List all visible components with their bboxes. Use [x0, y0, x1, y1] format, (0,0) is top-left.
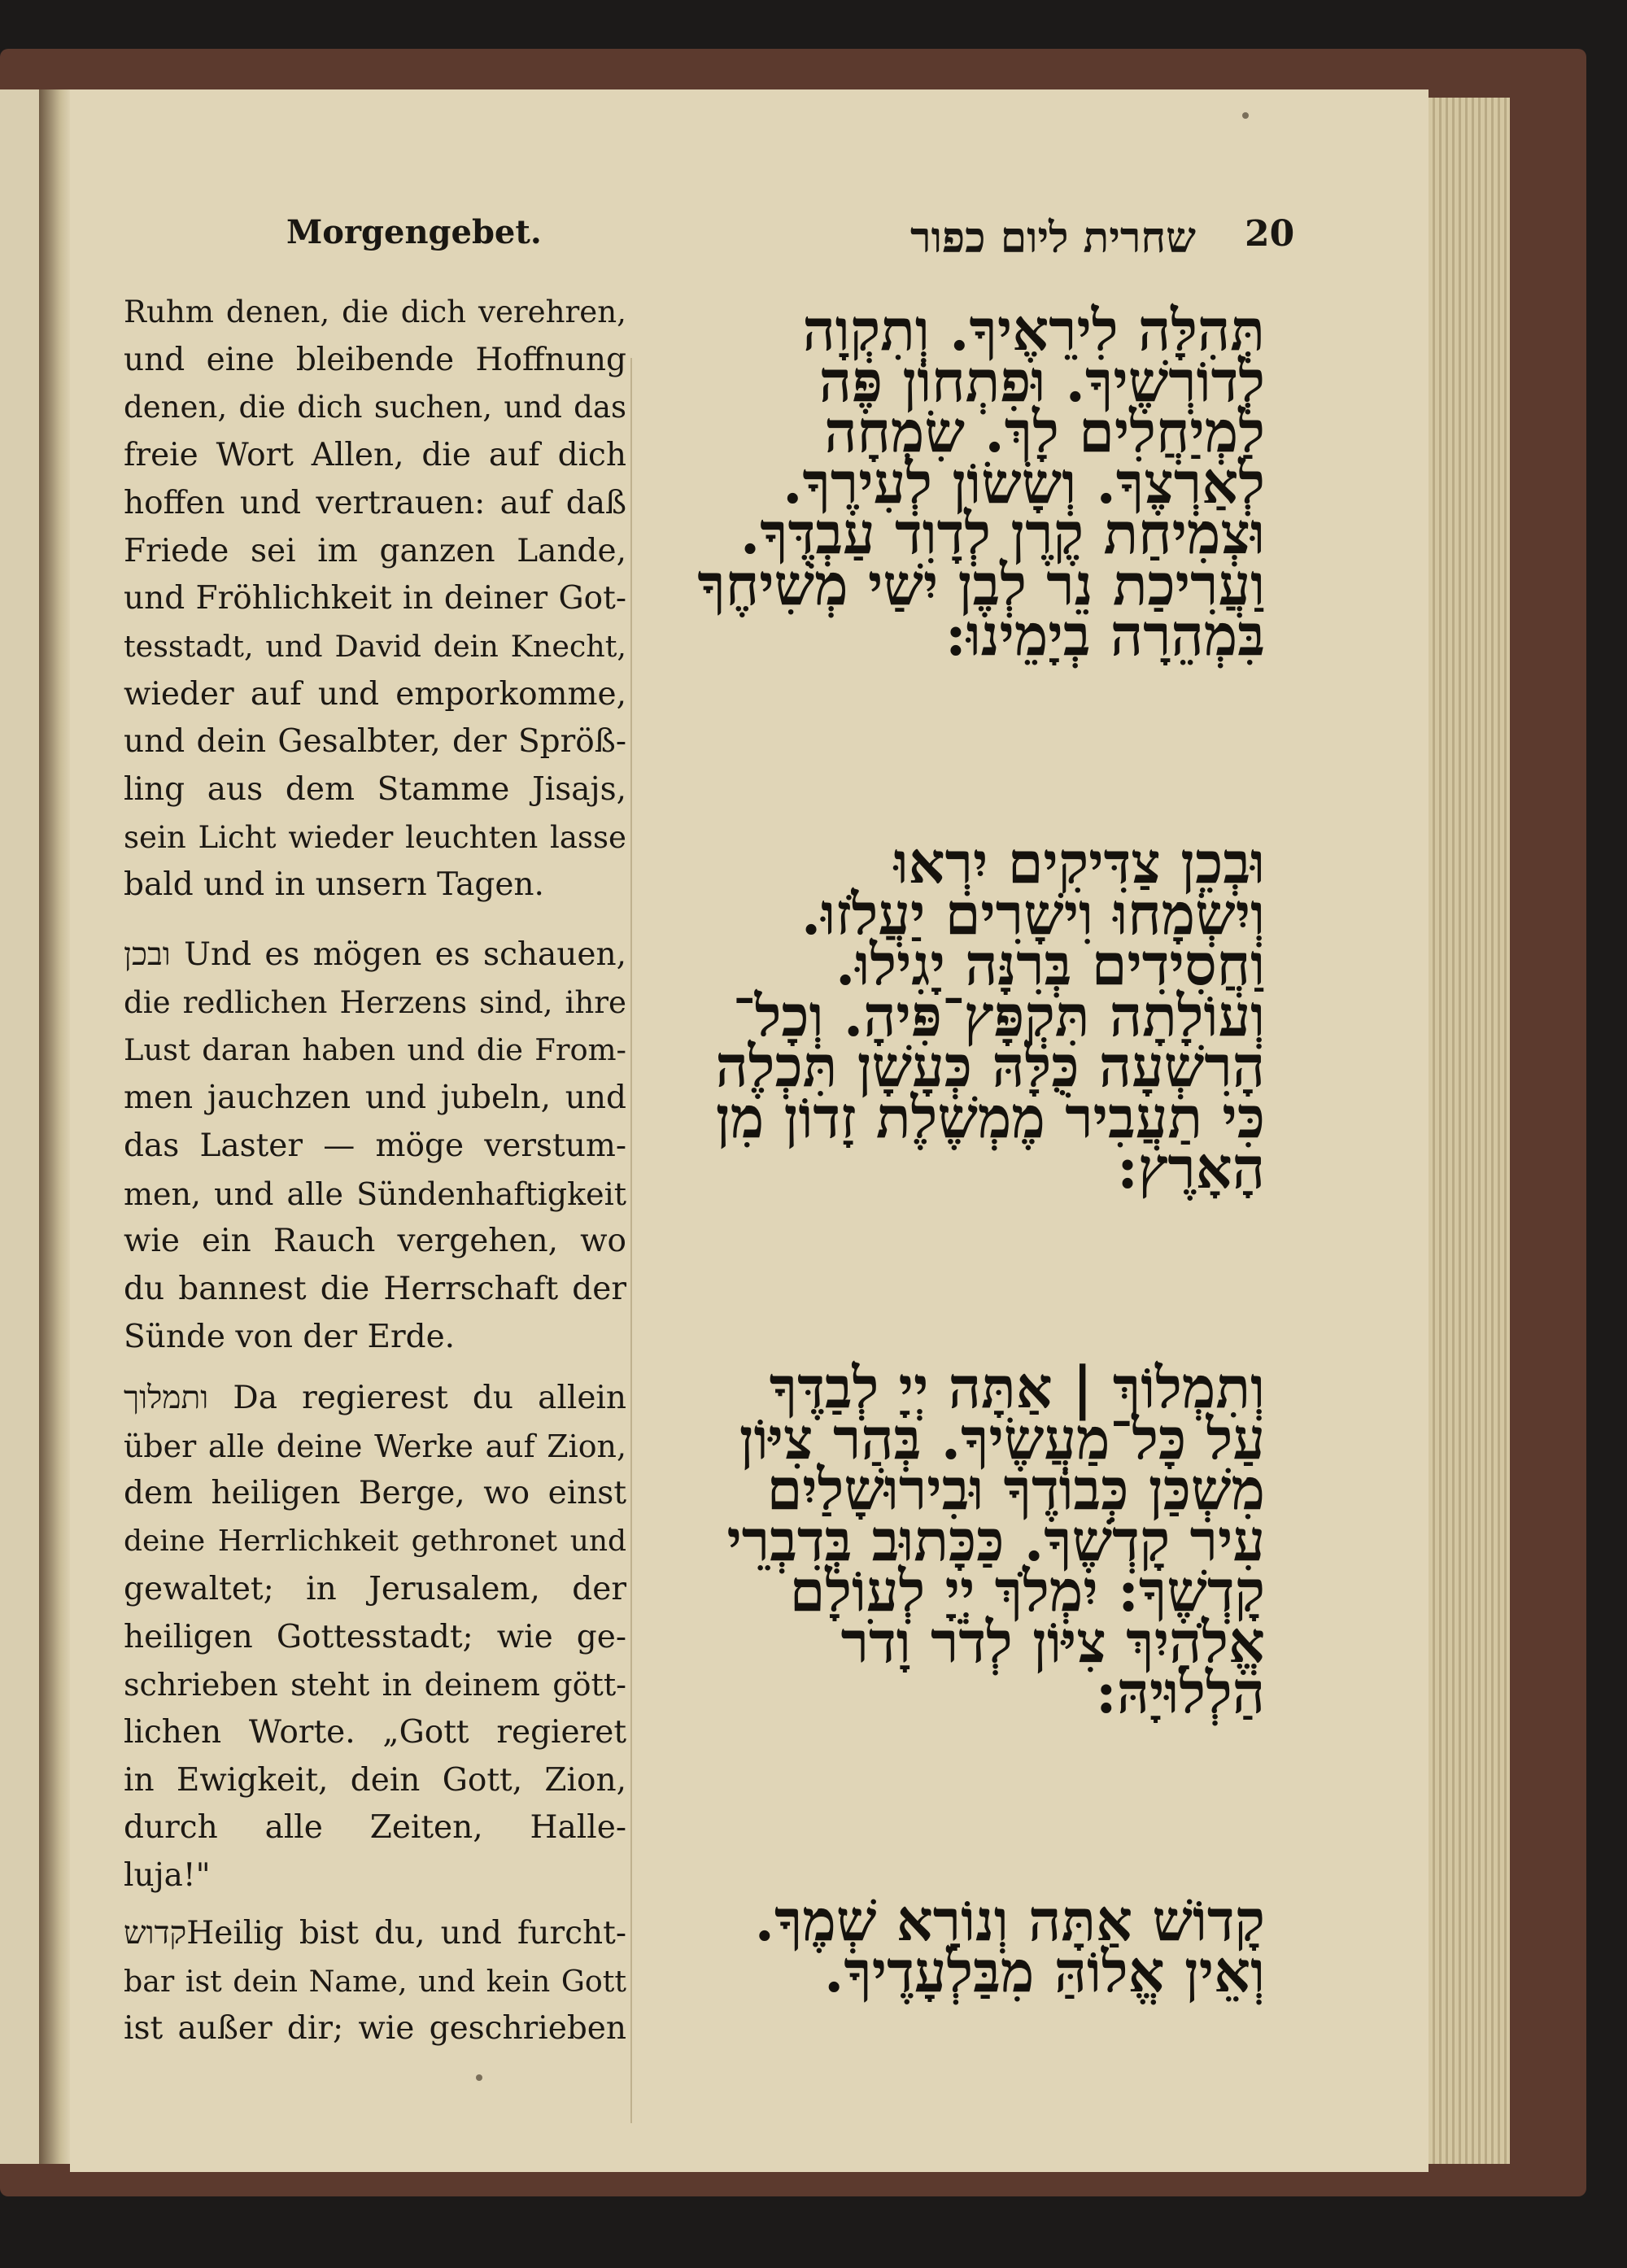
hebrew-line: וּבְכֵן צַדִּיקִים יִרְאוּ — [893, 829, 1265, 896]
german-paragraph-2 — [124, 931, 626, 1361]
hebrew-line: מִשְׁכַּן כְּבוֹדֶךָ וּבִירוּשָׁלַיִם — [766, 1455, 1265, 1523]
hebrew-line: וַעֲרִיכַת נֵר לְבֶן יִשַׁי מְשִׁיחֶךָ — [697, 550, 1265, 618]
german-line: das Laster — möge verstum- — [124, 1127, 626, 1164]
previous-page-edge — [0, 89, 39, 2164]
german-line: deine Herrlichkeit gethronet und — [124, 1524, 626, 1559]
german-line: bald und in unsern Tagen. — [124, 866, 544, 904]
hebrew-paragraph-3 — [663, 1354, 1265, 1726]
hebrew-line: לְאַרְצֶךָ. וְשָׂשׂוֹן לְעִירֶךָ. — [783, 448, 1265, 517]
german-line: ותמלוך Da regierest du allein — [124, 1380, 626, 1416]
german-line: sein Licht wieder leuchten lasse — [124, 819, 626, 855]
hebrew-line: קָדְשֶׁךָ: יִמְלֹךְ יְיָ לְעוֹלָם — [789, 1557, 1265, 1625]
hebrew-line: בִּמְהֵרָה בְיָמֵינוּ: — [945, 601, 1265, 669]
hebrew-line: אֱלֹהַיִךְ צִיּוֹן לְדֹר וָדֹר — [840, 1607, 1265, 1676]
hebrew-line: וְעוֹלָתָה תִּקְפָּץ־פִּיהָ. וְכָל־ — [732, 981, 1265, 1049]
german-line: freie Wort Allen, die auf dich — [124, 437, 626, 474]
page-edges — [1429, 98, 1510, 2164]
german-line: und eine bleibende Hoffnung — [124, 341, 626, 378]
german-line: men jauchzen und jubeln, und — [124, 1079, 626, 1117]
hebrew-line: הָאָרֶץ: — [1117, 1134, 1265, 1202]
german-line: Sünde von der Erde. — [124, 1318, 456, 1355]
hebrew-cue-word: ותמלוך — [124, 1380, 209, 1416]
german-line: heiligen Gottesstadt; wie ge- — [124, 1618, 626, 1655]
spine-shadow — [39, 89, 70, 2164]
hebrew-cue-word: ובכן — [124, 936, 171, 973]
hebrew-line: לַמְיַחֲלִים לָךְ. שִׂמְחָה — [824, 398, 1265, 465]
german-line: luja!" — [124, 1857, 211, 1895]
hebrew-line: וַחֲסִידִים בְּרִנָּה יָגִילוּ. — [835, 931, 1265, 998]
hebrew-paragraph-2 — [663, 829, 1265, 1202]
german-line: dem heiligen Berge, wo einst — [124, 1475, 626, 1512]
german-line: Lust daran haben und die From- — [124, 1032, 626, 1068]
running-head-german: Morgengebet. — [286, 213, 542, 251]
german-line: schrieben steht in deinem gött- — [124, 1667, 626, 1703]
column-divider — [630, 358, 632, 2123]
hebrew-line: קָדוֹשׁ אַתָּה וְנוֹרָא שְׁמֶךָ. — [754, 1886, 1265, 1954]
hebrew-line: כִּי תַעֲבִיר מֶמְשֶׁלֶת זָדוֹן מִן — [715, 1083, 1265, 1151]
german-line: lichen Worte. „Gott regieret — [124, 1713, 626, 1751]
hebrew-line: עִיר קָדְשֶׁךָ. כַּכָּתוּב בְּדִבְרֵי — [726, 1506, 1265, 1574]
german-line: die redlichen Herzens sind, ihre — [124, 984, 626, 1020]
german-line: ist außer dir; wie geschrieben — [124, 2010, 626, 2048]
german-line: bar ist dein Name, und kein Gott — [124, 1963, 626, 1999]
hebrew-line: וְיִשְׂמָחוּ וִישָׁרִים יַעֲלֹזוּ. — [800, 879, 1265, 948]
german-line: wie ein Rauch vergehen, wo — [124, 1223, 626, 1260]
paper-speck — [476, 2074, 482, 2081]
german-paragraph-1 — [124, 289, 626, 909]
german-line: קדושHeilig bist du, und furcht- — [124, 1915, 626, 1952]
german-paragraph-4 — [124, 1910, 626, 2053]
page-number: 20 — [1245, 213, 1295, 255]
hebrew-line: הָרִשְׁעָה כֻּלָּהּ כְּעָשָׁן תִּכְלֶה — [715, 1032, 1265, 1100]
running-head-hebrew: שחרית ליום כפור — [910, 213, 1196, 263]
german-line: denen, die dich suchen, und das — [124, 390, 626, 425]
paper-speck — [1242, 112, 1249, 119]
german-line: ובכן Und es mögen es schauen, — [124, 936, 626, 973]
german-line: und dein Gesalbter, der Spröß- — [124, 723, 626, 761]
hebrew-line: לְדוֹרְשֶׁיךָ. וּפִתְחוֹן פֶּה — [818, 347, 1265, 415]
hebrew-line: תְּהִלָּה לִירֵאֶיךָ. וְתִקְוָה — [802, 296, 1265, 364]
hebrew-line: וּצְמִיחַת קֶרֶן לְדָוִד עַבְדֶּךָ. — [739, 499, 1265, 567]
hebrew-cue-word: קדוש — [124, 1915, 187, 1952]
hebrew-line: וְאֵין אֱלוֹהַּ מִבַּלְעָדֶיךָ. — [823, 1937, 1265, 2005]
hebrew-line: הַלְלוּיָהּ: — [1095, 1659, 1265, 1726]
german-line: und Fröhlichkeit in deiner Got- — [124, 580, 626, 617]
german-line: du bannest die Herrschaft der — [124, 1270, 626, 1307]
german-line: Friede sei im ganzen Lande, — [124, 532, 626, 569]
hebrew-paragraph-1 — [663, 296, 1265, 669]
hebrew-line: וְתִמְלוֹךְ | אַתָּה יְיָ לְבַדֶּךָ — [769, 1354, 1265, 1421]
german-line: Ruhm denen, die dich verehren, — [124, 294, 626, 329]
german-line: in Ewigkeit, dein Gott, Zion, — [124, 1761, 626, 1799]
german-line: ling aus dem Stamme Jisajs, — [124, 771, 626, 809]
german-line: durch alle Zeiten, Halle- — [124, 1809, 626, 1847]
hebrew-paragraph-4 — [663, 1886, 1265, 2005]
german-paragraph-3 — [124, 1375, 626, 1900]
german-line: tesstadt, und David dein Knecht, — [124, 628, 626, 664]
german-line: wieder auf und emporkomme, — [124, 675, 626, 713]
hebrew-line: עַל כָּל־מַעֲשֶׂיךָ. בְּהַר צִיּוֹן — [739, 1404, 1265, 1472]
german-line: gewaltet; in Jerusalem, der — [124, 1570, 626, 1607]
german-line: hoffen und vertrauen: auf daß — [124, 484, 626, 521]
german-line: über alle deine Werke auf Zion, — [124, 1428, 626, 1464]
german-line: men, und alle Sündenhaftigkeit — [124, 1175, 626, 1212]
